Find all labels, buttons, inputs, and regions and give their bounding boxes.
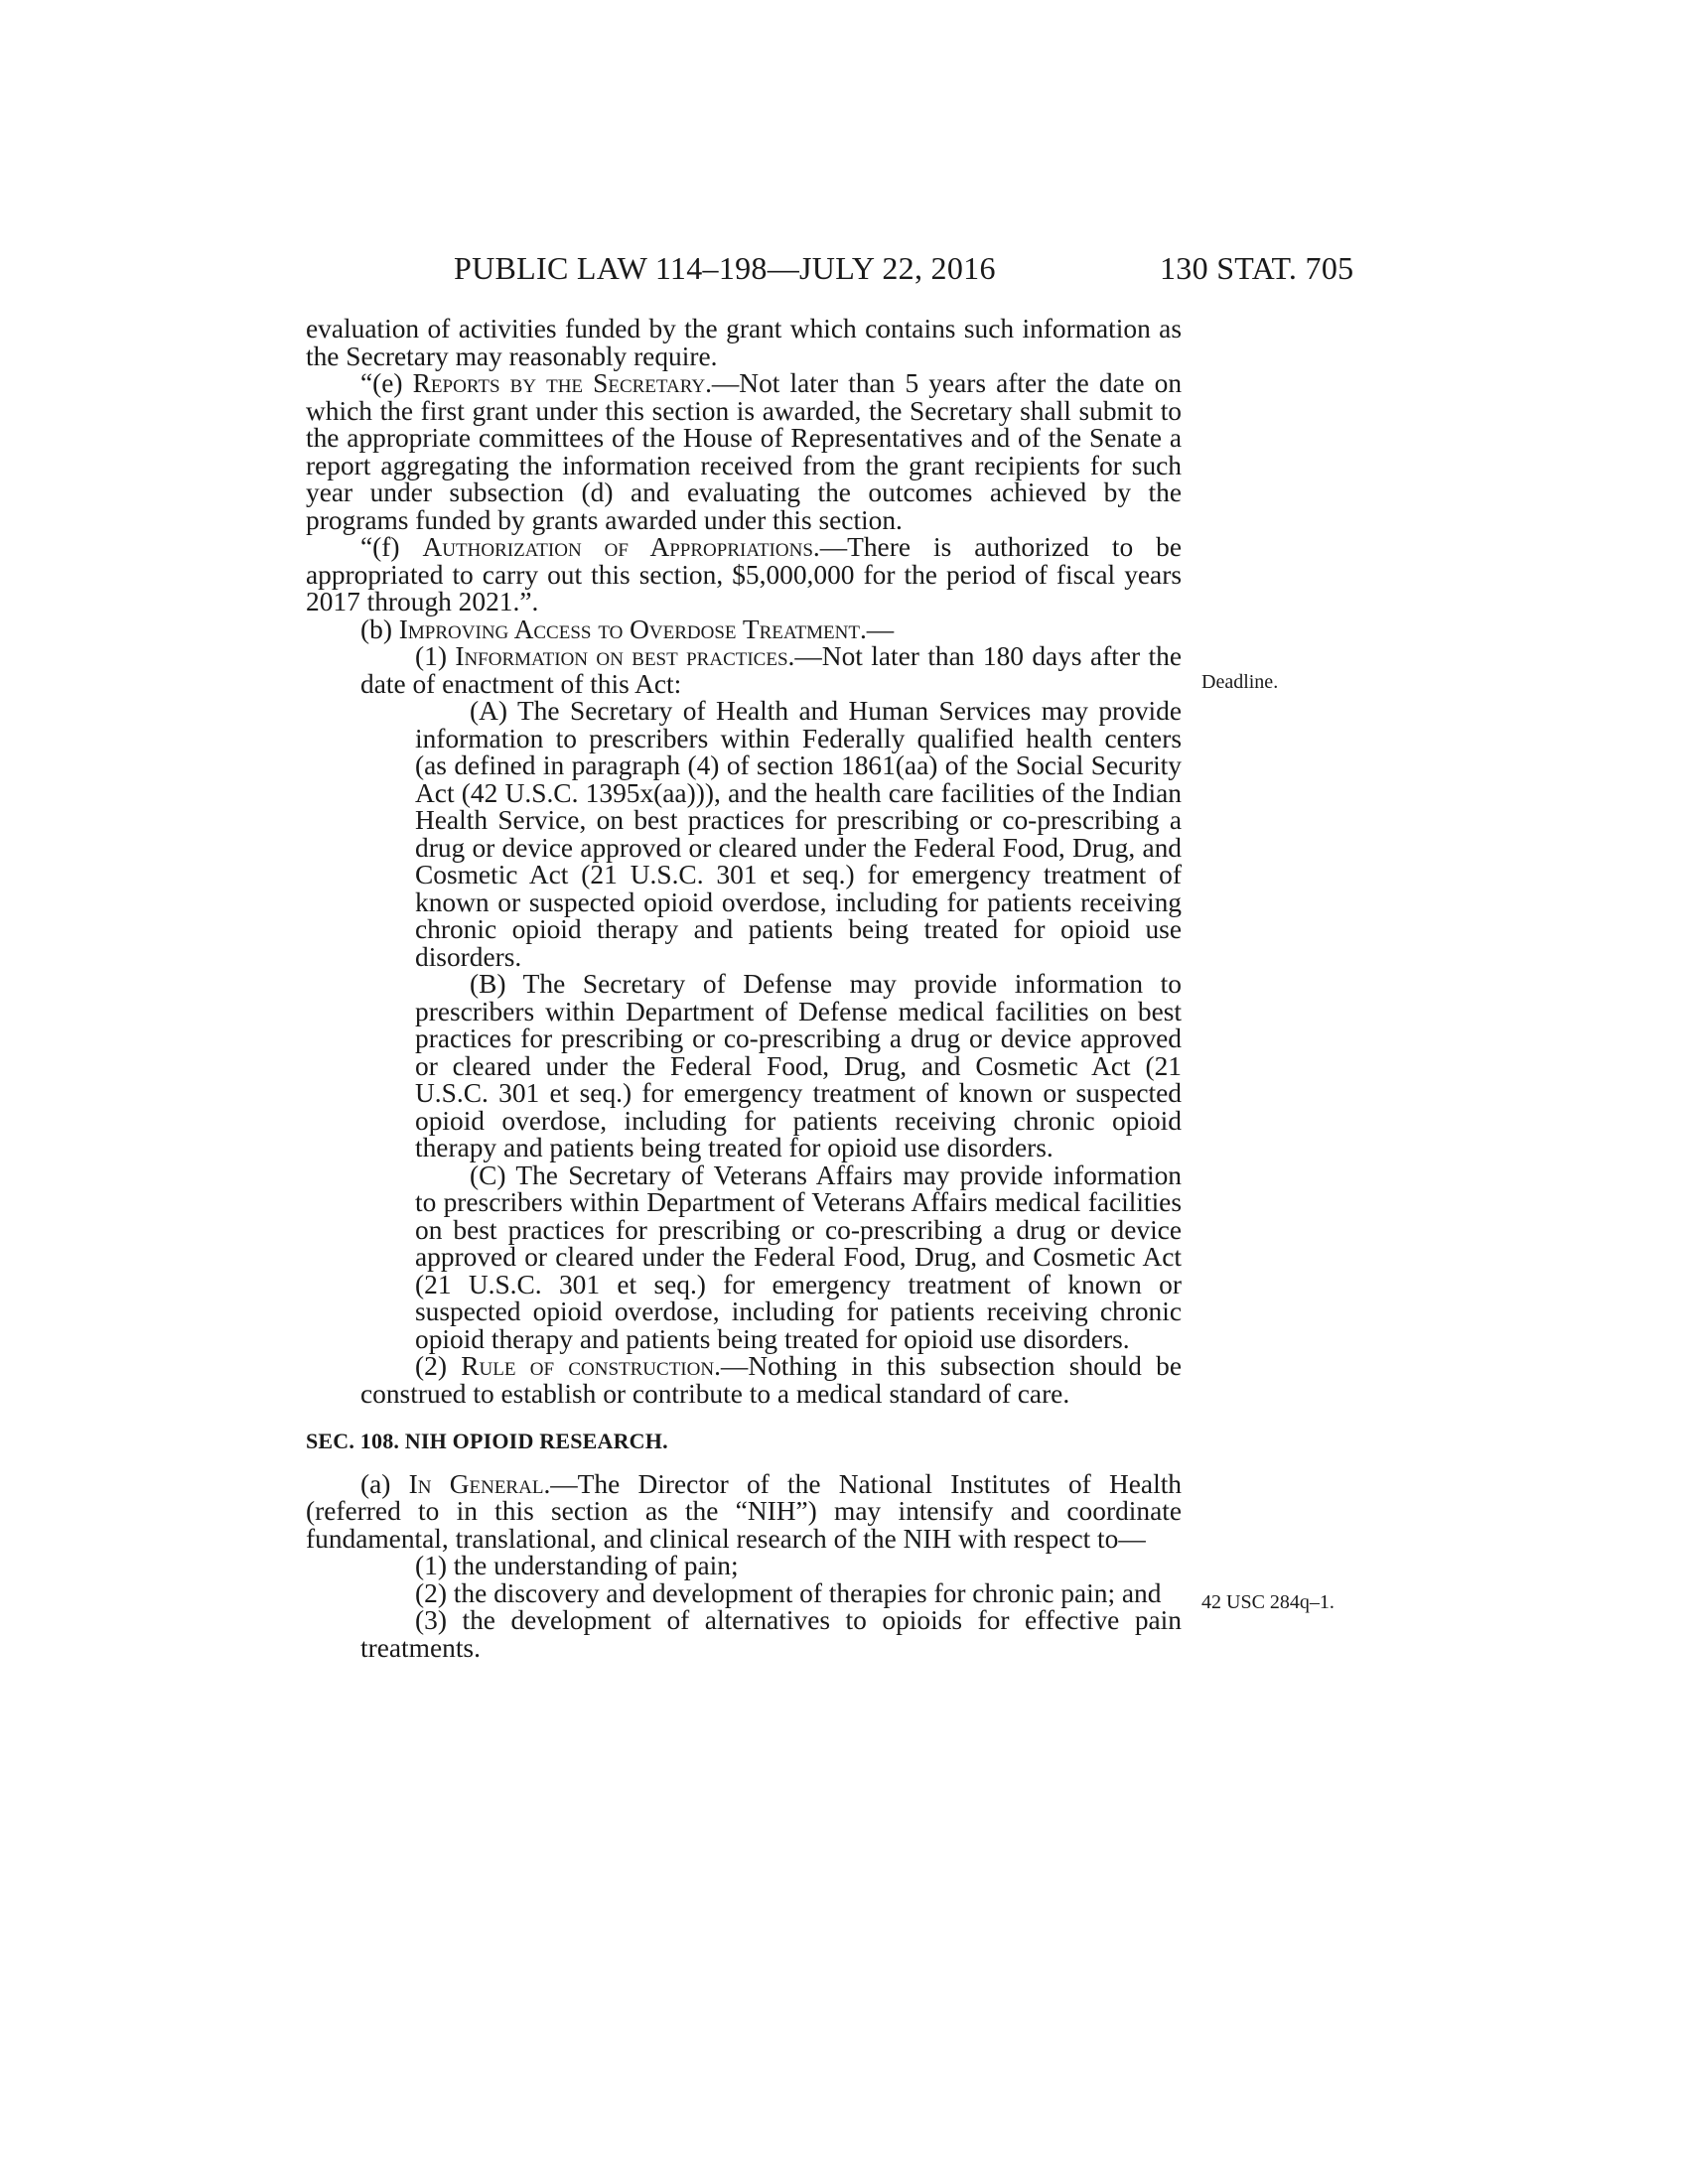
subsection-b-lead: (b) — [360, 614, 399, 644]
subsection-f-body: .—There is authorized to be appropriated to carry out this section, $5,000,000 for the period of fiscal years 2017 through 2021.”. — [306, 532, 1183, 616]
subparagraph-a-hhs: (A) The Secretary of Health and Human Services may provide information to prescribers within Federally qualified health centers (as defined in paragraph (4) of section 1861(aa) of the Social Security Act (42 U.S.C. 1395x(aa))), and the health care facilities of the Indian Health Service, on best practices for prescribing or co-prescribing a drug or device approved or cleared under the Federal Food, Drug, and Cosmetic Act (21 U.S.C. 301 et seq.) for emergency treatment of known or suspected opioid overdose, including for patients receiving chronic opioid therapy and patients being treated for opioid use disorders. — [415, 696, 1182, 972]
margin-note-usc-citation: 42 USC 284q–1. — [1201, 1591, 1335, 1613]
document-body — [306, 316, 1182, 1662]
paragraph-1-best-practices — [306, 643, 1182, 698]
paragraph-1-body: .—Not later than 180 days after the date of enactment of this Act: — [360, 641, 1182, 699]
paragraph-2-rule-of-construction — [306, 1353, 1182, 1408]
section-108-a-body: .—The Director of the National Institutes of Health (referred to in this section as the “NIH”) may intensify and coordinate fundamental, translational, and clinical research of the NIH with respect to— — [306, 1468, 1183, 1554]
paragraph-2-body: .—Nothing in this subsection should be construed to establish or contribute to a medical standard of care. — [360, 1351, 1183, 1409]
paragraph-1-lead: (1) — [415, 641, 456, 671]
subsection-e-reports — [306, 370, 1182, 534]
list-item-opioid-alternatives: (3) the development of alternatives to opioids for effective pain treatments. — [360, 1605, 1182, 1663]
paragraph-2-heading: Rule of construction — [461, 1351, 715, 1381]
section-108-a-heading: In General — [408, 1468, 544, 1499]
paragraph-1-heading: Information on best practices — [455, 641, 788, 671]
subsection-f-heading: Authorization of Appropriations — [422, 532, 813, 562]
subsection-e-heading: Reports by the Secretary — [412, 368, 706, 398]
section-108-a-lead: (a) — [360, 1468, 409, 1499]
subsection-e-lead: “(e) — [360, 368, 413, 398]
margin-note-deadline: Deadline. — [1201, 671, 1279, 693]
subsection-f-lead: “(f) — [360, 532, 423, 562]
subsection-b-body: .— — [859, 614, 895, 644]
paragraph-continuation: evaluation of activities funded by the grant which contains such information as the Secretary may reasonably require. — [306, 314, 1182, 371]
subparagraph-b-defense: (B) The Secretary of Defense may provide information to prescribers within Department of Defense medical facilities on best practices for prescribing or co-prescribing a drug or device approved or cleared under the Federal Food, Drug, and Cosmetic Act (21 U.S.C. 301 et seq.) for emergency treatment of known or suspected opioid overdose, including for patients receiving chronic opioid therapy and patients being treated for opioid use disorders. — [415, 969, 1182, 1162]
subsection-b-heading: Improving Access to Overdose Treatment — [398, 614, 860, 644]
list-item-understanding-pain: (1) the understanding of pain; — [415, 1551, 739, 1580]
running-header-title: PUBLIC LAW 114–198—JULY 22, 2016 — [454, 250, 996, 286]
section-108-subsection-a — [306, 1468, 1183, 1554]
subsection-f-authorization — [306, 534, 1182, 616]
paragraph-2-lead: (2) — [415, 1351, 462, 1381]
subsection-e-body: .—Not later than 5 years after the date on which the first grant under this section is awarded, the Secretary shall submit to the appropriate committees of the House of Representatives and of the Senate a report aggregating the information received from the grant recipients for such year under subsection (d) and evaluating the outcomes achieved by the programs funded by grants awarded under this section. — [306, 368, 1183, 535]
subparagraph-c-veterans: (C) The Secretary of Veterans Affairs may provide information to prescribers within Department of Veterans Affairs medical facilities on best practices for prescribing or co-prescribing a drug or device approved or cleared under the Federal Food, Drug, and Cosmetic Act (21 U.S.C. 301 et seq.) for emergency treatment of known or suspected opioid overdose, including for patients receiving chronic opioid therapy and patients being treated for opioid use disorders. — [415, 1160, 1182, 1354]
list-item-chronic-pain-therapies: (2) the discovery and development of therapies for chronic pain; and — [415, 1577, 1162, 1608]
page-reference: 130 STAT. 705 — [1160, 250, 1354, 286]
section-108-heading: SEC. 108. NIH OPIOID RESEARCH. — [306, 1429, 668, 1453]
subsection-b-improving-access — [306, 616, 1182, 644]
